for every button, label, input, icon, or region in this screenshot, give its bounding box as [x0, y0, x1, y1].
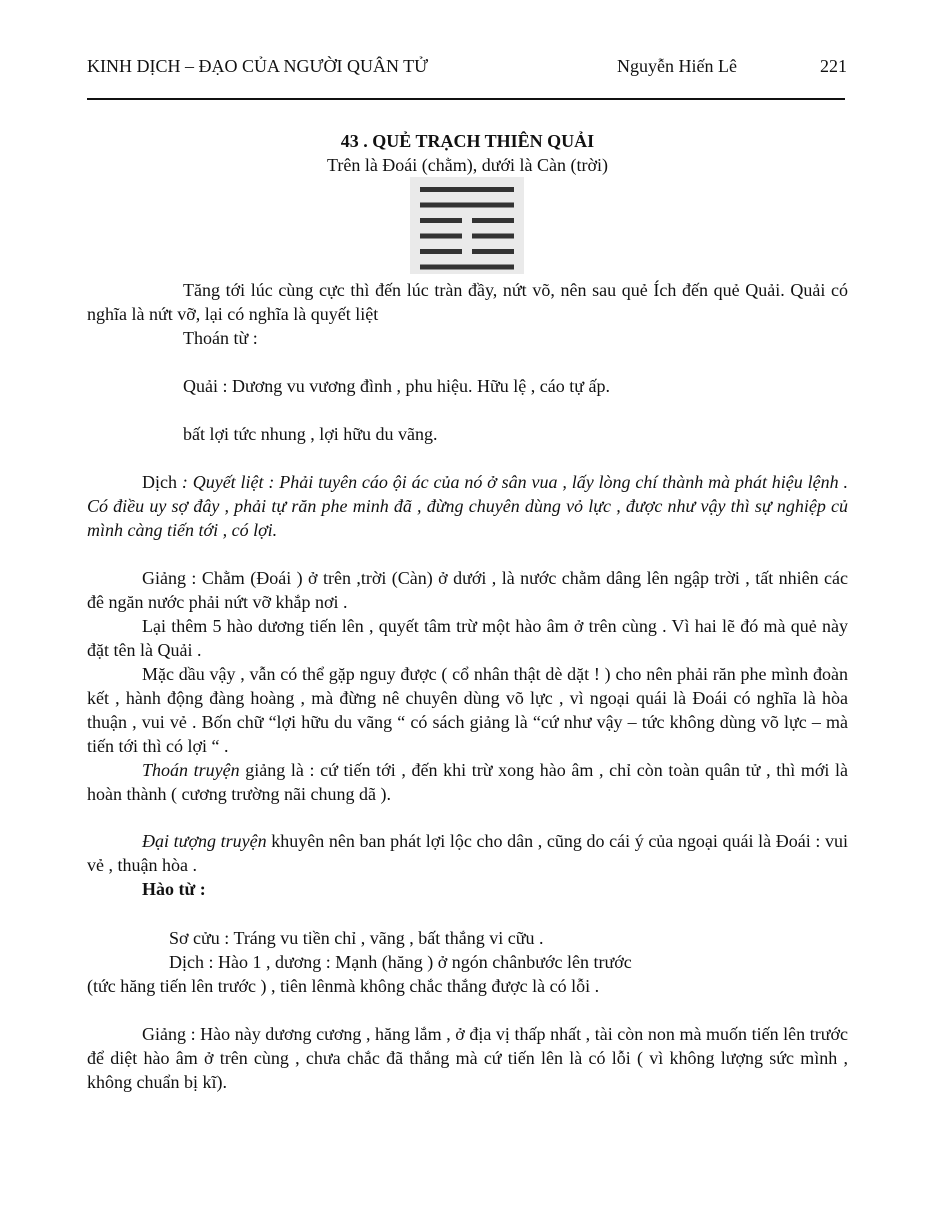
explanation-paragraph-2: Lại thêm 5 hào dương tiến lên , quyết tâm trừ một hào âm ở trên cùng . Vì hai lẽ đó mà quẻ này đặt tên là Quải . — [87, 616, 848, 660]
judgment-text-1: Quải : Dương vu vương đình , phu hiệu. Hữu lệ , cáo tự ấp. — [183, 376, 610, 396]
explanation-paragraph-4 — [87, 758, 848, 806]
hexagram-line-4-yin-seg2 — [472, 234, 514, 239]
hexagram-line-6-yang — [420, 265, 514, 270]
hexagram-line-1-yang — [420, 187, 514, 192]
running-author: Nguyễn Hiến Lê — [617, 56, 737, 76]
judgment-text-2: bất lợi tức nhung , lợi hữu du vãng. — [183, 424, 438, 444]
explanation-paragraph-1: Giảng : Chằm (Đoái ) ở trên ,trời (Càn) ở dưới , là nước chằm dâng lên ngập trời , tất nhiên các đê ngăn nước phải nứt vỡ khắp nơi . — [87, 568, 848, 612]
hexagram-line-2-yang — [420, 203, 514, 208]
running-title: KINH DỊCH – ĐẠO CỦA NGƯỜI QUÂN TỬ — [87, 56, 429, 76]
chapter-subtitle: Trên là Đoái (chằm), dưới là Càn (trời) — [326, 155, 609, 175]
thoan-truyen-term: Thoán truyện — [142, 760, 240, 780]
hexagram-line-3-yin-seg1 — [420, 218, 462, 223]
explanation-paragraph-3: Mặc dầu vậy , vẫn có thể gặp nguy được ( cổ nhân thật dè dặt ! ) cho nên phải răn phe mình đoàn kết , hành động đàng hoàng , mà đừng nê chuyên dùng võ lực , vì ngoại quái là Đoái có nghĩa là hòa thuận , vui vẻ . Bốn chữ “lợi hữu du vãng “ có sách giảng là “cứ như vậy – tức không dùng võ lực – mà tiến tới thì có lợi “ . — [87, 664, 848, 756]
hexagram-svg — [410, 177, 524, 274]
hexagram-line-4-yin-seg1 — [420, 234, 462, 239]
line-one-explanation: Giảng : Hào này dương cương , hăng lắm , ở địa vị thấp nhất , tài còn non mà muốn tiến lên trước để diệt hào âm ở trên cùng , chưa chắc đã thắng mà cứ tiến lên là có lỗi ( vì không lượng sức mình , không chuẩn bị kĩ). — [87, 1024, 848, 1092]
dai-tuong-term: Đại tượng truyện — [142, 831, 267, 851]
header-rule — [87, 98, 845, 100]
translation-block — [87, 470, 848, 542]
hexagram-line-5-yin-seg1 — [420, 249, 462, 254]
translation-paragraph — [87, 470, 848, 542]
chapter-title: 43 . QUẺ TRẠCH THIÊN QUẢI — [340, 131, 595, 151]
intro-paragraph: Tăng tới lúc cùng cực thì đến lúc tràn đầy, nứt võ, nên sau quẻ Ích đến quẻ Quải. Quải có nghĩa là nứt vỡ, lại có nghĩa là quyết liệt — [87, 280, 848, 324]
translation-lead: Dịch — [142, 472, 177, 492]
dai-tuong-text: khuyên nên ban phát lợi lộc cho dân , cũng do cái ý của ngoại quái là Đoái : vui vẻ , thuận hòa . — [87, 831, 848, 875]
line-one-translation-1: Dịch : Hào 1 , dương : Mạnh (hăng ) ở ngón chânbước lên trước — [169, 952, 632, 972]
line-one-explanation-block — [87, 1022, 848, 1094]
translation-italic: : Quyết liệt : Phải tuyên cáo ội ác của nó ở sân vua , lấy lòng chí thành mà phát hiệu lệnh . Có điều uy sợ đây , phải tự răn phe minh đã , đừng chuyên dùng vỏ lực , được như vậy thì sự nghiệp củ mình càng tiến tới , có lợi. — [87, 472, 848, 540]
hexagram-figure — [410, 177, 524, 274]
dai-tuong-paragraph — [87, 829, 848, 877]
line-one-text: Sơ cửu : Tráng vu tiền chỉ , vãng , bất thắng vi cữu . — [169, 928, 544, 948]
explanation-block — [87, 566, 848, 806]
hexagram-line-3-yin-seg2 — [472, 218, 514, 223]
hexagram-line-5-yin-seg2 — [472, 249, 514, 254]
body-block-1 — [87, 278, 848, 350]
hao-tu-heading: Hào từ : — [142, 879, 206, 899]
thoan-truyen-text: giảng là : cứ tiến tới , đến khi trừ xong hào âm , chỉ còn toàn quân tử , thì mới là hoàn thành ( cương trường nãi chung dã ). — [87, 760, 849, 804]
dai-tuong-block — [87, 829, 848, 901]
thoan-tu-label: Thoán từ : — [183, 328, 258, 348]
page-header — [87, 56, 847, 82]
line-one-translation-2: (tức hăng tiến lên trước ) , tiên lênmà không chắc thắng được là có lỗi . — [87, 976, 600, 996]
page-number: 221 — [820, 56, 847, 76]
